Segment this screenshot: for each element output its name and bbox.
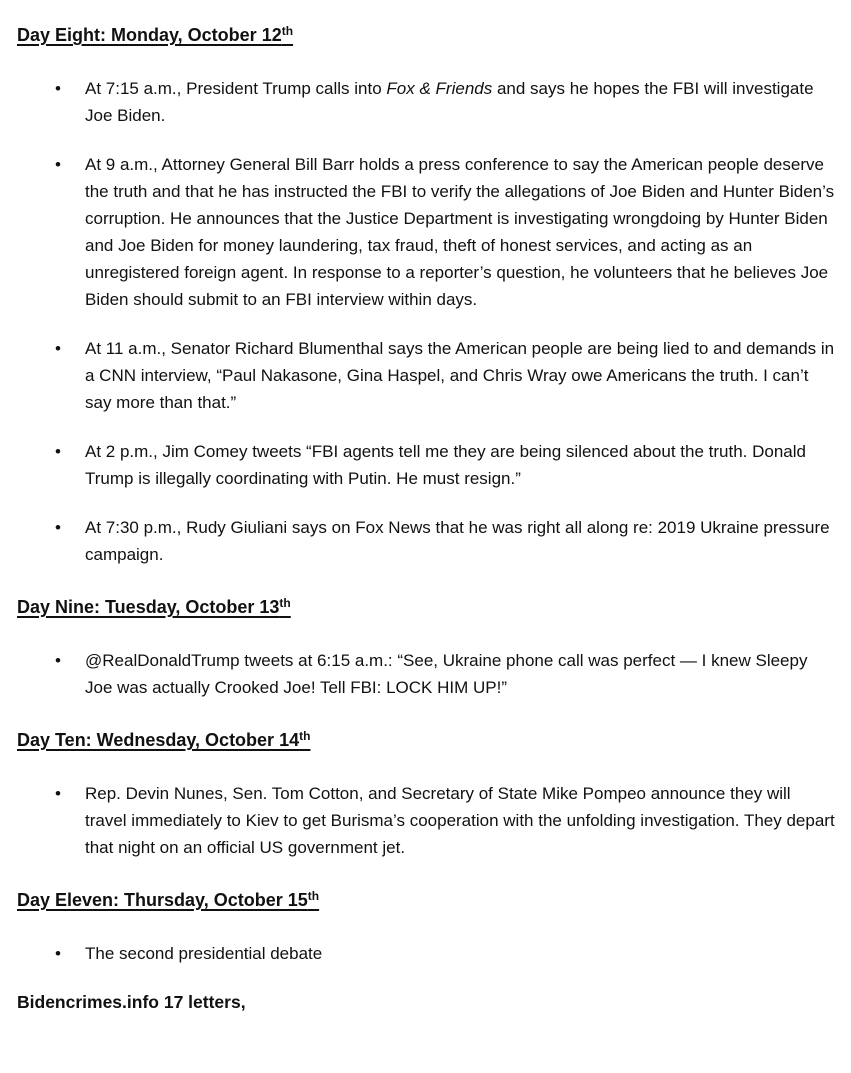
section-heading-day-ten (17, 723, 835, 754)
bullet-marker: • (55, 651, 61, 670)
heading-text: Day Nine: Tuesday, October 13 (17, 597, 280, 617)
bullet-marker: • (55, 155, 61, 174)
text-segment: and says he hopes the FBI will investigate Joe Biden. (85, 79, 814, 125)
text-segment: At 11 a.m., Senator Richard Blumenthal says the American people are being lied to and demands in a CNN interview, “Paul Nakasone, Gina Haspel, and Chris Wray owe Americans the truth. I can’t say more than that.” (85, 339, 835, 412)
list-item (17, 151, 835, 313)
section-heading-day-eight (17, 18, 835, 49)
heading-ordinal-suffix: th (279, 596, 291, 610)
text-segment-italic: Fox & Friends (386, 79, 493, 98)
text-segment: Rep. Devin Nunes, Sen. Tom Cotton, and Secretary of State Mike Pompeo announce they will travel immediately to Kiev to get Burisma’s cooperation with the unfolding investigation. They depart that night on an official US government jet. (85, 784, 835, 857)
heading-underline-wrap (17, 25, 293, 45)
bullet-text (85, 940, 835, 967)
text-segment: At 9 a.m., Attorney General Bill Barr holds a press conference to say the American people deserve the truth and that he has instructed the FBI to verify the allegations of Joe Biden and Hunter Biden’s corruption. He announces that the Justice Department is investigating wrongdoing by Hunter Biden and Joe Biden for money laundering, tax fraud, theft of honest services, and acting as an unregistered foreign agent. In response to a reporter’s question, he volunteers that he believes Joe Biden should submit to an FBI interview within days. (85, 155, 835, 309)
heading-ordinal-suffix: th (299, 729, 311, 743)
bullet-marker: • (55, 339, 61, 358)
bullet-text (85, 151, 835, 313)
heading-ordinal-suffix: th (281, 24, 294, 38)
bullet-marker: • (55, 784, 61, 803)
bullet-marker: • (55, 79, 61, 98)
bullet-text (85, 514, 835, 568)
text-segment: At 7:30 p.m., Rudy Giuliani says on Fox News that he was right all along re: 2019 Ukraine pressure campaign. (85, 518, 830, 564)
list-item (17, 438, 835, 492)
heading-underline-wrap (17, 890, 319, 910)
bullet-text (85, 335, 835, 416)
heading-ordinal-suffix: th (307, 889, 320, 903)
list-item (17, 647, 835, 701)
list-item (17, 335, 835, 416)
bullet-text (85, 647, 835, 701)
heading-underline-wrap (17, 597, 291, 617)
heading-underline-wrap (17, 730, 310, 750)
text-segment: At 2 p.m., Jim Comey tweets “FBI agents tell me they are being silenced about the truth. Donald Trump is illegally coordinating with Putin. He must resign.” (85, 442, 806, 488)
heading-text: Day Eight: Monday, October 12 (17, 25, 282, 45)
heading-text: Day Ten: Wednesday, October 14 (17, 730, 300, 750)
bullet-text (85, 75, 835, 129)
list-item (17, 75, 835, 129)
bullet-marker: • (55, 442, 61, 461)
list-item (17, 514, 835, 568)
list-item (17, 780, 835, 861)
text-segment: The second presidential debate (85, 944, 323, 963)
bullet-text (85, 438, 835, 492)
section-heading-day-nine (17, 590, 835, 621)
heading-text: Day Eleven: Thursday, October 15 (17, 890, 308, 910)
text-segment: At 7:15 a.m., President Trump calls into (85, 79, 387, 98)
text-segment: @RealDonaldTrump tweets at 6:15 a.m.: “See, Ukraine phone call was perfect — I knew Sleepy Joe was actually Crooked Joe! Tell FBI: LOCK HIM UP!” (85, 651, 808, 697)
list-item (17, 940, 835, 967)
bullet-marker: • (55, 944, 61, 963)
footer-note: Bidencrimes.info 17 letters, (17, 992, 246, 1012)
bullet-text (85, 780, 835, 861)
bullet-marker: • (55, 518, 61, 537)
section-heading-day-eleven (17, 883, 835, 914)
